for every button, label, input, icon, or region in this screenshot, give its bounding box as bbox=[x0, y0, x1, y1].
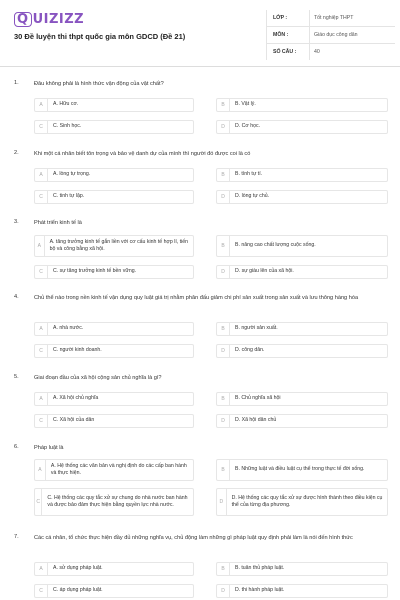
meta-value: Giáo dục công dân bbox=[309, 27, 395, 43]
option-c[interactable] bbox=[34, 414, 194, 428]
option-text: D. Cơ học. bbox=[235, 123, 261, 130]
option-d[interactable] bbox=[216, 488, 388, 516]
option-b[interactable] bbox=[216, 168, 388, 182]
option-text: C. sự tăng trưởng kinh tế bền vững. bbox=[53, 268, 137, 275]
option-text: A. sử dụng pháp luật. bbox=[53, 565, 103, 572]
option-b[interactable] bbox=[216, 459, 388, 481]
option-c[interactable] bbox=[34, 265, 194, 279]
option-text: C. tinh tự lập. bbox=[53, 193, 85, 200]
option-a[interactable] bbox=[34, 562, 194, 576]
option-text: C. người kinh doanh. bbox=[53, 347, 102, 354]
option-letter: A bbox=[35, 99, 48, 111]
option-c[interactable] bbox=[34, 488, 194, 516]
option-d[interactable] bbox=[216, 584, 388, 598]
option-b[interactable] bbox=[216, 392, 388, 406]
option-text: C. Xã hội của dân bbox=[53, 417, 95, 424]
option-b[interactable] bbox=[216, 322, 388, 336]
option-text: A. Hệ thống các văn bản và nghị định do các cấp ban hành và thực hiện. bbox=[50, 462, 187, 476]
meta-row-class bbox=[267, 10, 395, 27]
option-text: B. tính tự tí. bbox=[235, 171, 263, 178]
question-text: Giai đoạn đầu của xã hội cộng sản chủ nghĩa là gì? bbox=[34, 375, 162, 381]
question-text: Phát triển kinh tế là bbox=[34, 220, 82, 226]
option-letter: C bbox=[35, 121, 48, 133]
option-letter: C bbox=[35, 266, 48, 278]
logo-q: Q bbox=[14, 12, 32, 27]
option-text: D. sự giàu lên của xã hội. bbox=[235, 268, 294, 275]
option-a[interactable] bbox=[34, 168, 194, 182]
option-letter: C bbox=[35, 489, 42, 515]
option-letter: C bbox=[35, 415, 48, 427]
option-text: B. tuân thủ pháp luật. bbox=[235, 565, 285, 572]
option-text: A. nhà nước. bbox=[53, 325, 84, 332]
option-letter: D bbox=[217, 585, 230, 597]
option-letter: D bbox=[217, 489, 227, 515]
option-letter: B bbox=[217, 460, 230, 480]
option-text: D. lòng tự chủ. bbox=[235, 193, 270, 200]
option-b[interactable] bbox=[216, 562, 388, 576]
option-text: D. Xã hội dân chủ bbox=[235, 417, 277, 424]
option-d[interactable] bbox=[216, 190, 388, 204]
question-number: 6. bbox=[14, 444, 19, 450]
option-text: A. tăng trưởng kinh tế gắn liền với cơ cấu kinh tế hợp lí, tiến bộ và công bằng xã hội. bbox=[49, 238, 189, 252]
option-letter: B bbox=[217, 563, 230, 575]
option-d[interactable] bbox=[216, 120, 388, 134]
logo-text: UIZIZZ bbox=[32, 12, 85, 27]
meta-value: Tốt nghiệp THPT bbox=[309, 10, 395, 26]
option-letter: B bbox=[217, 99, 230, 111]
option-text: B. nâng cao chất lượng cuộc sống. bbox=[235, 242, 316, 249]
option-text: B. Vật lý. bbox=[235, 101, 256, 108]
option-text: D. Hệ thống các quy tắc xử sự được hình thành theo điều kiện cụ thể của từng địa phương. bbox=[231, 494, 383, 508]
option-d[interactable] bbox=[216, 414, 388, 428]
meta-label: LỚP : bbox=[273, 15, 288, 21]
question-number: 4. bbox=[14, 294, 19, 300]
option-b[interactable] bbox=[216, 235, 388, 257]
option-text: C. Sinh học. bbox=[53, 123, 82, 130]
option-letter: D bbox=[217, 345, 230, 357]
option-letter: B bbox=[217, 323, 230, 335]
option-text: D. thi hành pháp luật. bbox=[235, 587, 285, 594]
meta-label: MÔN : bbox=[273, 32, 289, 38]
meta-panel bbox=[266, 10, 395, 60]
page-title: 30 Đề luyện thi thpt quốc gia môn GDCD (Đề 21) bbox=[14, 32, 186, 41]
option-letter: A bbox=[35, 323, 48, 335]
option-a[interactable] bbox=[34, 98, 194, 112]
option-text: B. Những luật và điều luật cụ thể trong thực tế đời sống. bbox=[235, 466, 365, 473]
option-a[interactable] bbox=[34, 322, 194, 336]
question-number: 1. bbox=[14, 80, 19, 86]
option-b[interactable] bbox=[216, 98, 388, 112]
question-text: Pháp luật là bbox=[34, 445, 64, 451]
question-number: 7. bbox=[14, 534, 19, 540]
option-letter: D bbox=[217, 266, 230, 278]
meta-label: SỐ CÂU : bbox=[273, 49, 297, 55]
question-text: Các cá nhân, tổ chức thực hiện đầy đủ những nghĩa vụ, chủ động làm những gì pháp luật quy định phải làm là nói đến hình thức bbox=[34, 535, 353, 541]
question-text: Đâu không phải là hình thức vận động của vật chất? bbox=[34, 81, 164, 87]
option-c[interactable] bbox=[34, 584, 194, 598]
question-text: Chủ thể nào trong nền kinh tế vận dụng quy luật giá trị nhằm phân đấu giảm chi phí sản xuất trong sản xuất và lưu thông hàng hóa bbox=[34, 295, 359, 301]
meta-value: 40 bbox=[309, 44, 395, 60]
option-c[interactable] bbox=[34, 190, 194, 204]
quizizz-logo bbox=[14, 12, 84, 27]
option-text: B. Chủ nghĩa xã hội bbox=[235, 395, 281, 402]
option-text: A. Xã hội chủ nghĩa bbox=[53, 395, 99, 402]
page-header bbox=[0, 0, 400, 67]
option-letter: C bbox=[35, 191, 48, 203]
option-letter: D bbox=[217, 121, 230, 133]
option-letter: A bbox=[35, 169, 48, 181]
option-letter: A bbox=[35, 393, 48, 405]
question-text: Khi một cá nhân biết tôn trọng và bảo vệ danh dự của mình thì người đó được coi là có bbox=[34, 151, 251, 157]
question-number: 5. bbox=[14, 374, 19, 380]
option-text: C. Hệ thống các quy tắc xử sự chung do nhà nước ban hành và được bảo đảm thực hiện bằng quyền lực nhà nước. bbox=[47, 494, 188, 508]
option-letter: B bbox=[217, 236, 230, 256]
meta-row-count bbox=[267, 44, 395, 60]
question-number: 3. bbox=[14, 219, 19, 225]
option-text: D. công dân. bbox=[235, 347, 265, 354]
question-number: 2. bbox=[14, 150, 19, 156]
option-text: B. người sản xuất. bbox=[235, 325, 278, 332]
option-letter: B bbox=[217, 393, 230, 405]
option-letter: C bbox=[35, 585, 48, 597]
option-letter: D bbox=[217, 191, 230, 203]
option-letter: D bbox=[217, 415, 230, 427]
option-text: A. Hữu cơ. bbox=[53, 101, 79, 108]
option-c[interactable] bbox=[34, 344, 194, 358]
option-d[interactable] bbox=[216, 344, 388, 358]
option-d[interactable] bbox=[216, 265, 388, 279]
option-text: C. áp dụng pháp luật. bbox=[53, 587, 103, 594]
option-letter: A bbox=[35, 236, 45, 256]
option-letter: A bbox=[35, 460, 46, 480]
option-a[interactable] bbox=[34, 392, 194, 406]
option-a[interactable] bbox=[34, 235, 194, 257]
option-letter: B bbox=[217, 169, 230, 181]
option-letter: A bbox=[35, 563, 48, 575]
option-text: A. lòng tự trọng. bbox=[53, 171, 91, 178]
meta-row-subject bbox=[267, 27, 395, 44]
option-a[interactable] bbox=[34, 459, 194, 481]
option-c[interactable] bbox=[34, 120, 194, 134]
option-letter: C bbox=[35, 345, 48, 357]
